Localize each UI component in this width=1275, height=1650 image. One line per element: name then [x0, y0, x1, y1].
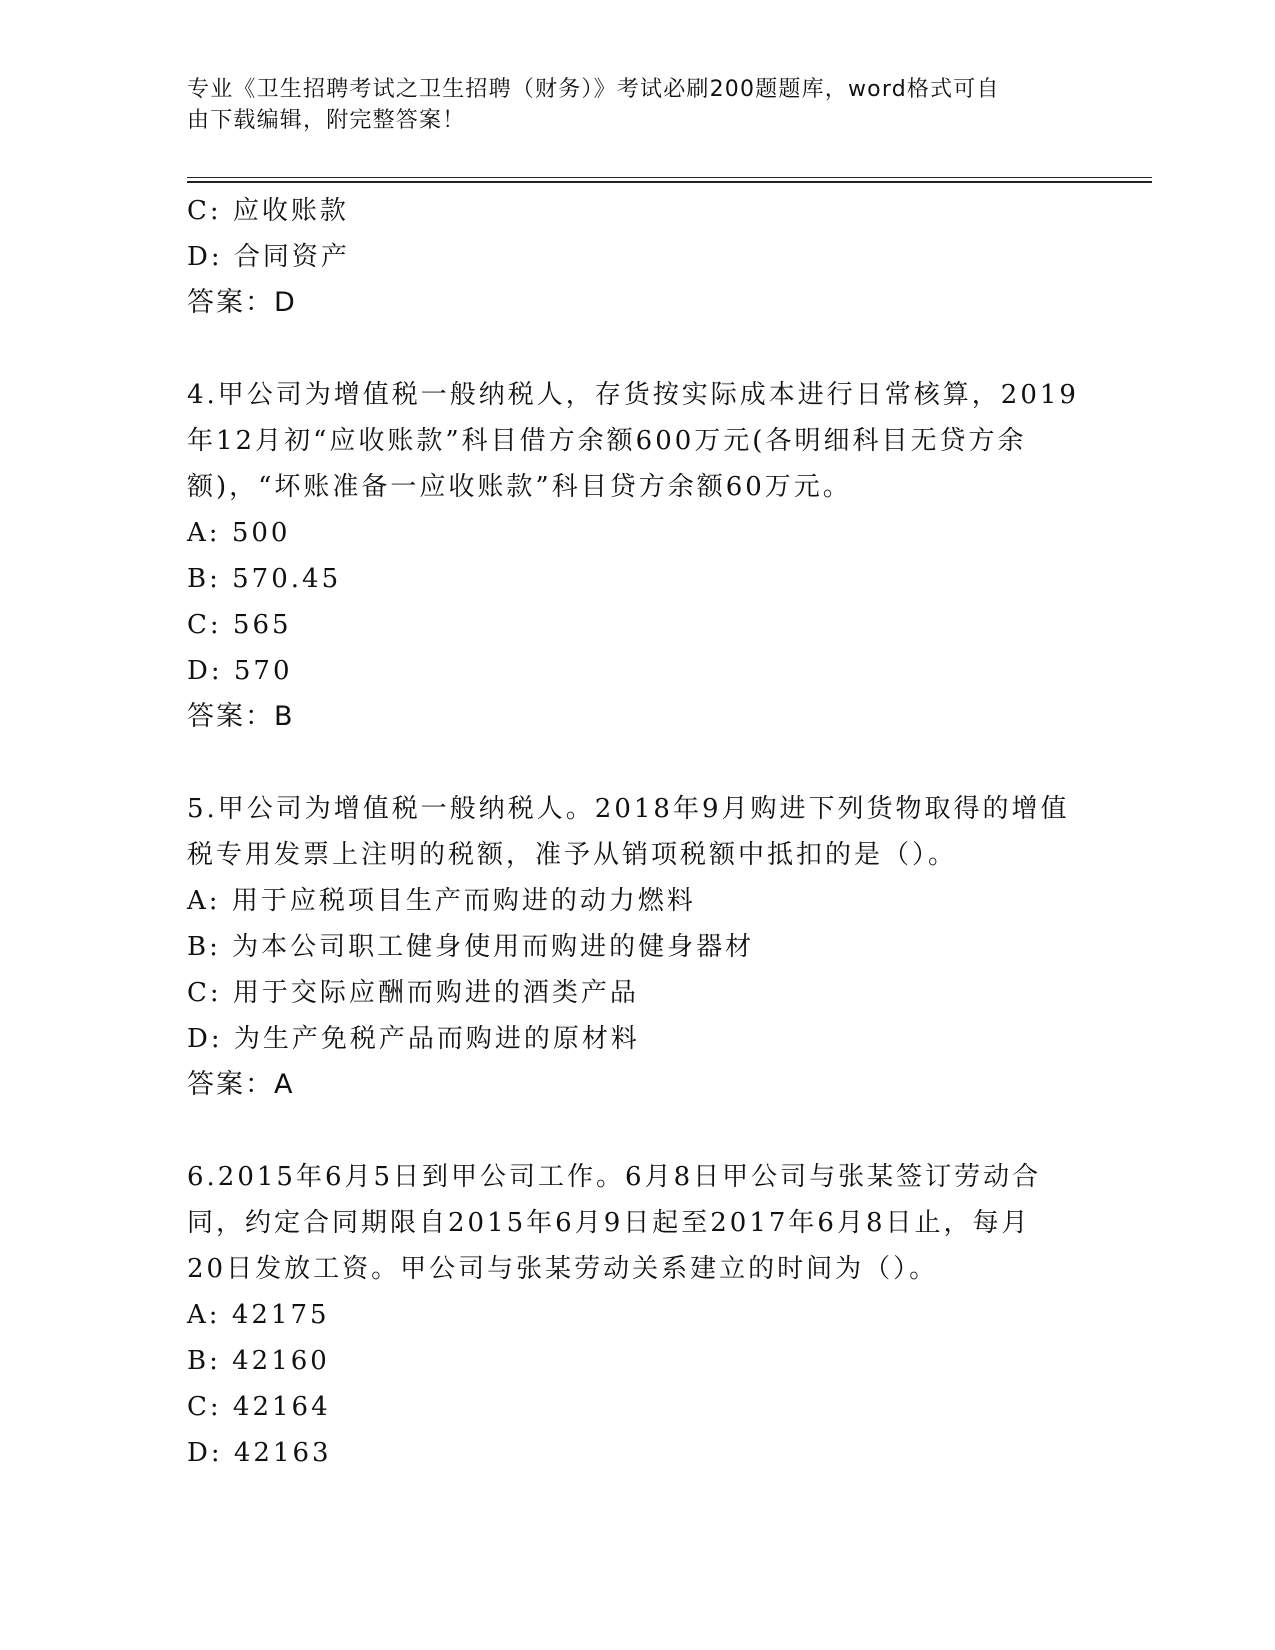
option-key: D:: [187, 242, 223, 272]
option-d: [187, 234, 1067, 280]
question-text-line: 20日发放工资。甲公司与张某劳动关系建立的时间为（）。: [187, 1254, 939, 1284]
option-b: [187, 924, 1067, 970]
option-text: 42175: [231, 1300, 330, 1330]
option-key: B:: [187, 1346, 221, 1376]
question-text-line: 额)，“坏账准备一应收账款”科目贷方余额60万元。: [187, 472, 852, 502]
question-5: [187, 786, 1070, 1108]
document-header: [187, 74, 1067, 136]
question-text-line: 年12月初“应收账款”科目借方余额600万元(各明细科目无贷方余: [187, 426, 1027, 456]
option-c: [187, 1384, 1067, 1430]
question-text-line: 5.甲公司为增值税一般纳税人。2018年9月购进下列货物取得的增值: [187, 794, 1070, 824]
question-text-line: 同，约定合同期限自2015年6月9日起至2017年6月8日止，每月: [187, 1208, 1031, 1238]
option-key: B:: [187, 932, 221, 962]
option-d: [187, 648, 1067, 694]
option-c: [187, 188, 1067, 234]
option-text: 42164: [232, 1392, 331, 1422]
option-text: 应收账款: [232, 196, 349, 226]
option-d: [187, 1016, 1067, 1062]
option-b: [187, 1338, 1067, 1384]
option-text: 565: [232, 610, 292, 640]
option-c: [187, 970, 1067, 1016]
header-rule-thick: [187, 181, 1152, 183]
option-b: [187, 556, 1067, 602]
option-a: [187, 878, 1067, 924]
option-key: D:: [187, 1438, 223, 1468]
answer-line: 答案：B: [187, 701, 295, 732]
option-text: 570: [233, 656, 293, 686]
option-text: 为本公司职工健身使用而购进的健身器材: [232, 932, 755, 962]
question-content: [187, 188, 1079, 1476]
option-text: 42163: [233, 1438, 332, 1468]
answer-line: 答案：D: [187, 287, 297, 318]
option-text: 500: [231, 518, 291, 548]
answer-line: 答案：A: [187, 1069, 295, 1100]
question-text-line: 6.2015年6月5日到甲公司工作。6月8日甲公司与张某签订劳动合: [187, 1162, 1042, 1192]
option-text: 42160: [232, 1346, 330, 1376]
option-key: D:: [187, 1024, 223, 1054]
header-line-2: 由下载编辑，附完整答案！: [187, 108, 466, 133]
question-6: [187, 1154, 1067, 1476]
option-key: A:: [187, 886, 221, 916]
option-text: 用于交际应酬而购进的酒类产品: [232, 978, 639, 1008]
question-text-line: 4.甲公司为增值税一般纳税人，存货按实际成本进行日常核算，2019: [187, 380, 1079, 410]
option-text: 用于应税项目生产而购进的动力燃料: [231, 886, 696, 916]
option-key: B:: [187, 564, 221, 594]
option-text: 570.45: [232, 564, 342, 594]
option-key: C:: [187, 196, 222, 226]
option-key: A:: [187, 518, 221, 548]
question-4: [187, 372, 1079, 740]
option-text: 为生产免税产品而购进的原材料: [233, 1024, 640, 1054]
option-text: 合同资产: [233, 242, 350, 272]
header-line-1: 专业《卫生招聘考试之卫生招聘（财务）》考试必刷200题题库，word格式可自: [187, 77, 1000, 102]
option-c: [187, 602, 1067, 648]
option-key: C:: [187, 1392, 222, 1422]
header-rule-thin: [187, 177, 1152, 178]
option-key: C:: [187, 978, 222, 1008]
option-a: [187, 1292, 1067, 1338]
question-text-line: 税专用发票上注明的税额，准予从销项税额中抵扣的是（）。: [187, 840, 958, 870]
option-d: [187, 1430, 1067, 1476]
option-key: D:: [187, 656, 223, 686]
option-key: A:: [187, 1300, 221, 1330]
option-a: [187, 510, 1067, 556]
option-key: C:: [187, 610, 222, 640]
